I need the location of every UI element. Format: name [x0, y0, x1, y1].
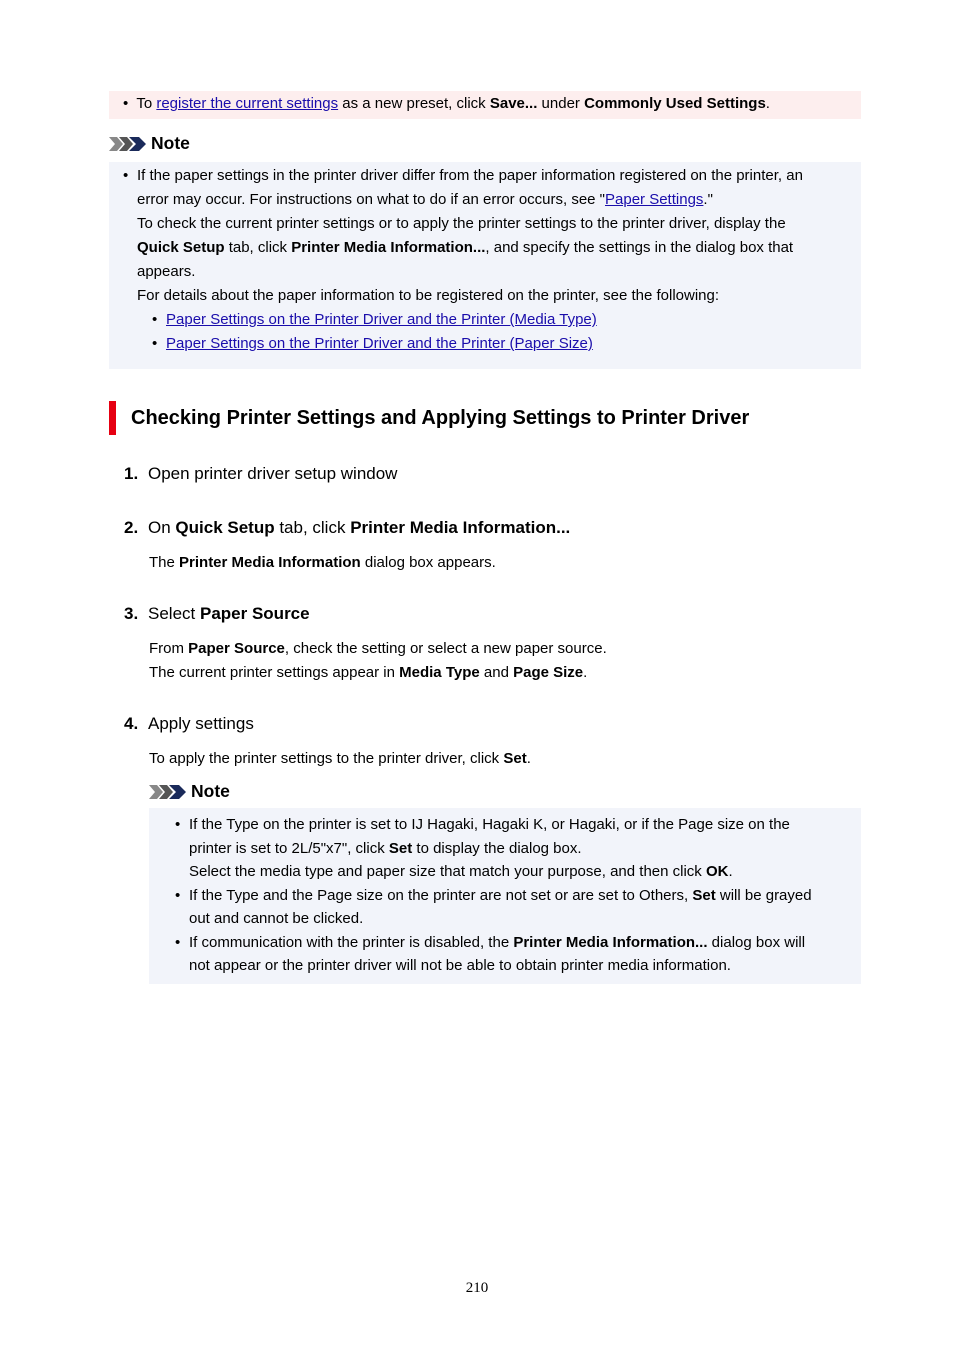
step-2: 2. On Quick Setup tab, click Printer Media Information...: [124, 518, 571, 537]
note-box: [149, 808, 861, 984]
media-type-link[interactable]: Paper Settings on the Printer Driver and the Printer (Media Type): [166, 311, 597, 328]
tip-box: [109, 91, 861, 119]
page-number: 210: [465, 1280, 489, 1296]
note-box: [109, 162, 861, 369]
note-item: • If communication with the printer is disabled, the Printer Media Information... dialog box will not appear or the printer driver will not be able to obtain printer media information.: [175, 933, 806, 974]
section-heading: Checking Printer Settings and Applying Settings to Printer Driver: [131, 407, 750, 429]
sub-link-item: • Paper Settings on the Printer Driver and the Printer (Media Type): [152, 311, 597, 328]
step-1: 1. Open printer driver setup window: [124, 464, 398, 483]
note-chevrons-icon: [109, 136, 147, 152]
note-item: • If the Type on the printer is set to IJ Hagaki, Hagaki K, or Hagaki, or if the Page size on the printer is set to 2L/5"x7", click Set to display the dialog box. Select the media type and paper size that match your purpose, and then click OK.: [175, 816, 790, 880]
note-chevrons-icon: [149, 784, 187, 800]
step-3: 3. Select Paper Source: [124, 604, 310, 623]
tip-text: To: [136, 95, 157, 112]
step-2-body: The Printer Media Information dialog box appears.: [149, 554, 496, 571]
heading-accent-bar: [109, 401, 116, 435]
sub-link-item: • Paper Settings on the Printer Driver and the Printer (Paper Size): [152, 335, 593, 352]
register-settings-link[interactable]: register the current settings: [156, 95, 339, 112]
note-header: [149, 781, 230, 802]
tip-row: • To register the current settings as a new preset, click Save... under Commonly Used Settings.: [123, 95, 770, 112]
step-4-body: To apply the printer settings to the printer driver, click Set.: [149, 750, 531, 767]
paper-size-link[interactable]: Paper Settings on the Printer Driver and the Printer (Paper Size): [166, 335, 593, 352]
note-item: • If the paper settings in the printer driver differ from the paper information registered on the printer, an error may occur. For instructions on what to do if an error occurs, see "Paper Settings." To check the current printer settings or to apply the printer settings to the printer driver, display the Quick Setup tab, click Printer Media Information..., and specify the settings in the dialog box that appears. For details about the paper information to be registered on the printer, see the following:: [123, 167, 803, 304]
note-title: Note: [151, 133, 190, 153]
paper-settings-link[interactable]: Paper Settings: [605, 191, 704, 208]
step-3-body: From Paper Source, check the setting or select a new paper source. The current printer settings appear in Media Type and Page Size.: [149, 640, 607, 681]
note-title: Note: [191, 781, 230, 801]
note-item: • If the Type and the Page size on the printer are not set or are set to Others, Set will be grayed out and cannot be clicked.: [175, 886, 812, 927]
note-header: [109, 133, 190, 154]
step-4: 4. Apply settings: [124, 714, 254, 733]
